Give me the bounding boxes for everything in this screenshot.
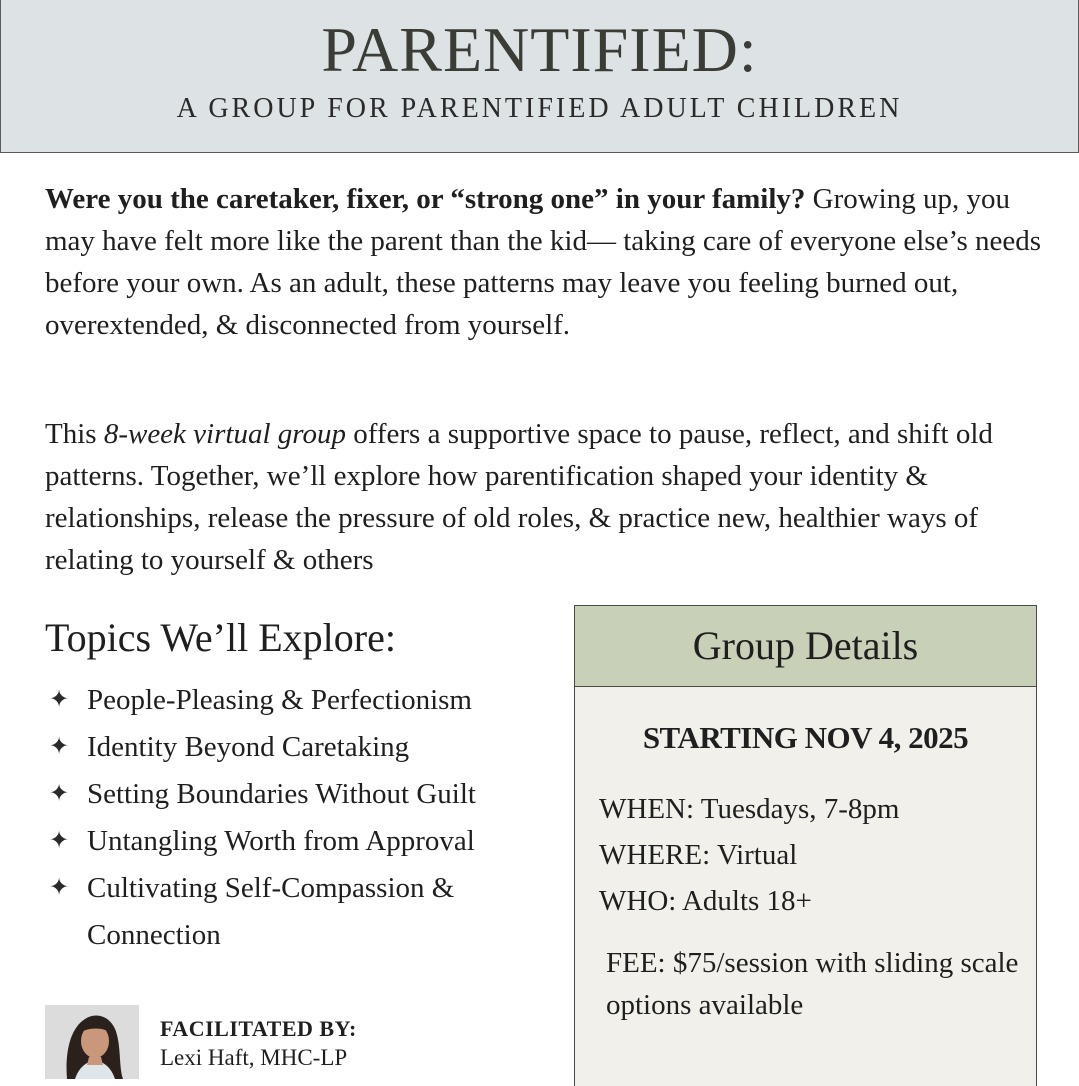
page-subtitle: A GROUP FOR PARENTIFIED ADULT CHILDREN xyxy=(176,93,903,124)
topic-label: Untangling Worth from Approval xyxy=(87,825,475,857)
page-title: PARENTIFIED: xyxy=(321,14,758,85)
description-before: This xyxy=(45,418,104,450)
description-emphasis: 8-week virtual group xyxy=(103,418,346,450)
topic-label: Setting Boundaries Without Guilt xyxy=(87,778,476,810)
start-date: STARTING NOV 4, 2025 xyxy=(642,720,969,755)
group-details-card xyxy=(574,605,1037,1086)
facilitator-block xyxy=(160,1014,357,1072)
header-banner xyxy=(0,0,1079,153)
when-text: WHEN: Tuesdays, 7-8pm xyxy=(599,793,900,825)
list-item xyxy=(45,865,565,959)
description-paragraph xyxy=(45,413,1055,581)
list-item xyxy=(45,818,565,865)
sparkle-icon: ✦ xyxy=(49,734,70,760)
sparkle-icon: ✦ xyxy=(49,875,70,901)
list-item xyxy=(45,724,565,771)
avatar xyxy=(45,1005,139,1079)
sparkle-icon: ✦ xyxy=(49,687,70,713)
who-text: WHO: Adults 18+ xyxy=(599,885,812,917)
topics-list xyxy=(45,677,565,959)
facilitator-name: Lexi Haft, MHC-LP xyxy=(160,1045,348,1070)
list-item xyxy=(45,677,565,724)
sparkle-icon: ✦ xyxy=(49,781,70,807)
topics-heading: Topics We’ll Explore: xyxy=(45,615,396,660)
details-info xyxy=(599,786,899,924)
topic-label: People-Pleasing & Perfectionism xyxy=(87,684,472,716)
intro-lead: Were you the caretaker, fixer, or “strong one” in your family? xyxy=(45,183,806,215)
group-details-title: Group Details xyxy=(575,606,1036,687)
description-after: offers a supportive space to pause, reflect, and shift old patterns. Together, we’ll explore how parentification shaped your identity & relationships, release the pressure of old roles, & practice new, healthier ways of relating to yourself & others xyxy=(45,418,993,576)
sparkle-icon: ✦ xyxy=(49,828,70,854)
fee-text: FEE: $75/session with sliding scale options available xyxy=(606,947,1019,1021)
list-item xyxy=(45,771,565,818)
intro-paragraph xyxy=(45,178,1055,346)
where-text: WHERE: Virtual xyxy=(599,839,798,871)
topic-label: Identity Beyond Caretaking xyxy=(87,731,410,763)
facilitator-photo xyxy=(45,1005,139,1079)
intro-body: Growing up, you may have felt more like the parent than the kid— taking care of everyone else’s needs before your own. As an adult, these patterns may leave you feeling burned out, overextended, & disconnected from yourself. xyxy=(45,183,1042,341)
topic-label: Cultivating Self-Compassion & Connection xyxy=(87,872,455,951)
facilitator-label: FACILITATED BY: xyxy=(160,1016,357,1041)
